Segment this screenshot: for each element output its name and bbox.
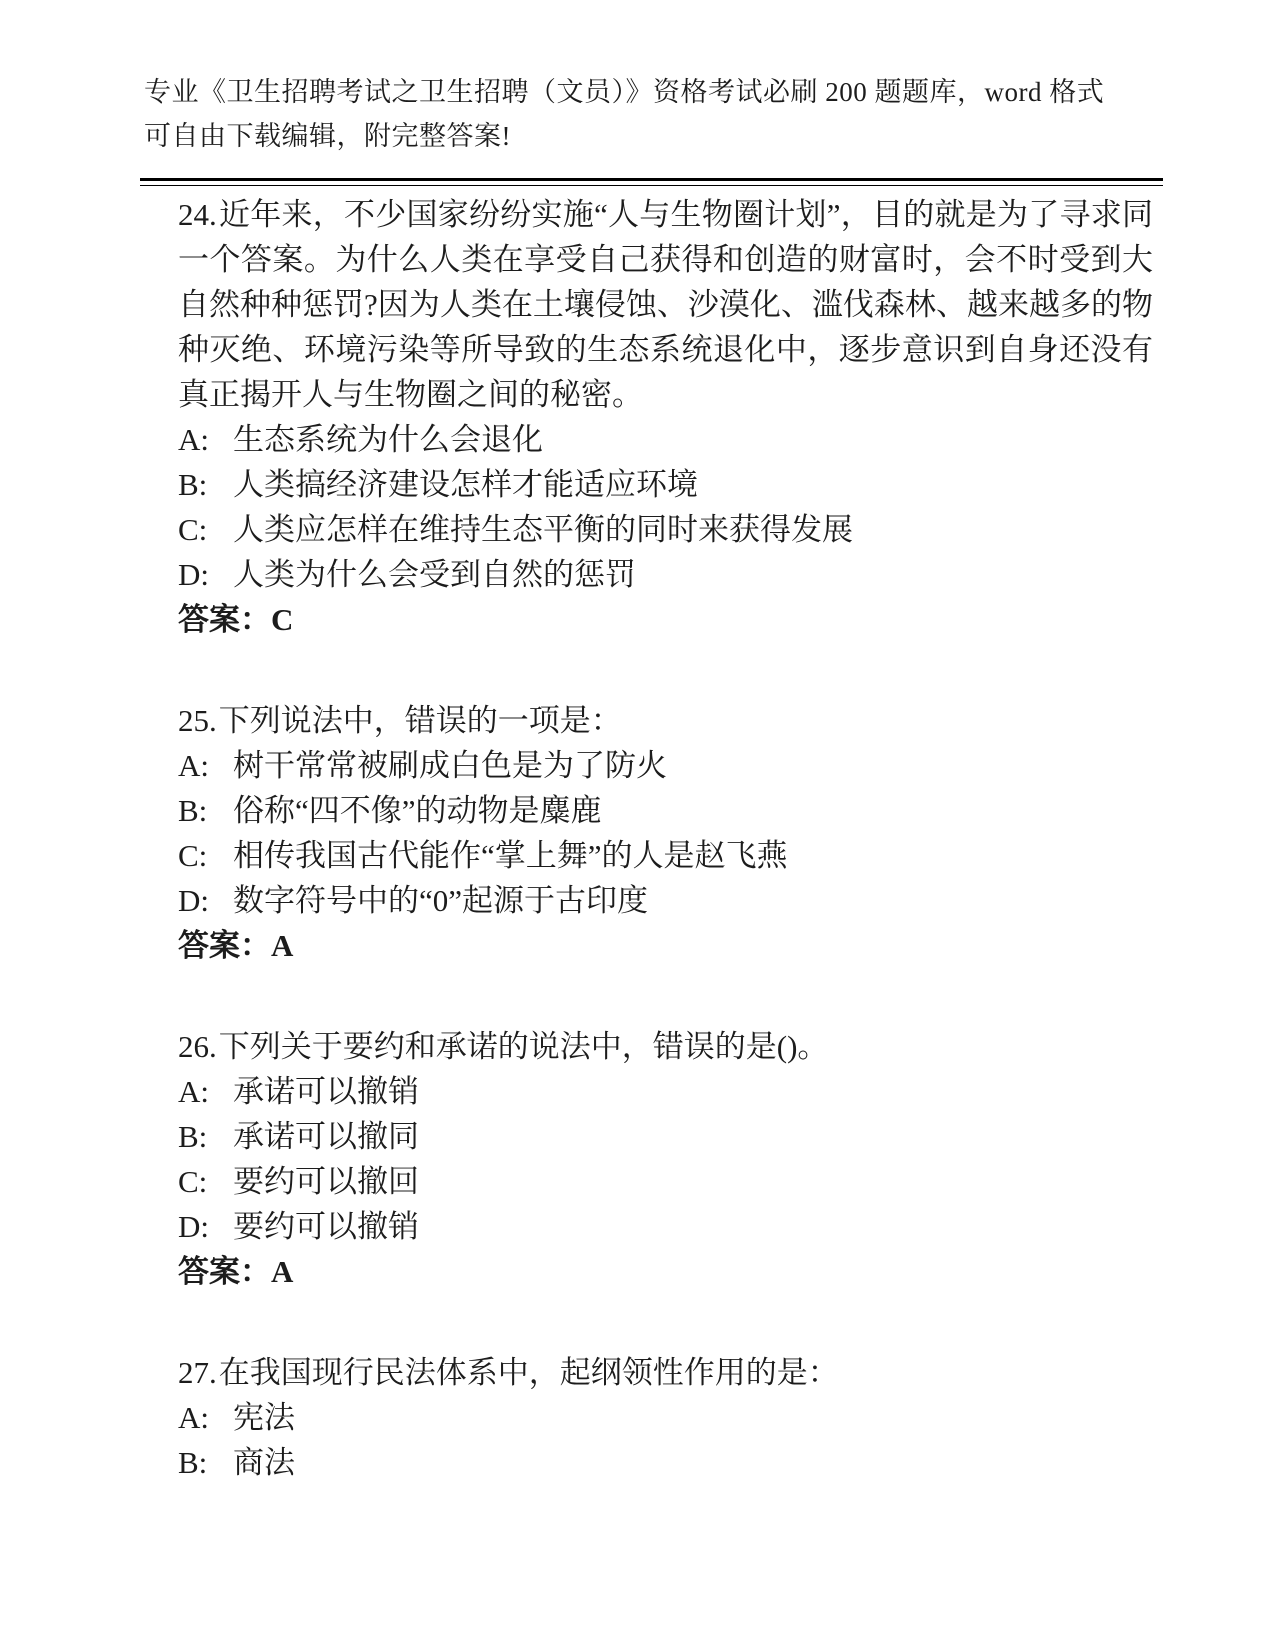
option-label: C: [178,838,208,873]
question-stem [178,1350,1153,1395]
option-row [178,1395,1153,1440]
questions-list [140,186,1163,1485]
question-number: 25. [178,703,217,738]
question-block-26 [178,1024,1153,1294]
document-header [140,70,1163,158]
option-row [178,1069,1153,1114]
question-block-27 [178,1350,1153,1485]
option-row [178,507,1153,552]
question-text: 下列说法中，错误的一项是： [218,703,622,738]
option-row [178,552,1153,597]
option-row [178,833,1153,878]
option-text: 承诺可以撤销 [233,1074,419,1109]
option-text: 相传我国古代能作“掌上舞”的人是赵飞燕 [233,838,788,873]
answer-line [178,1249,1153,1294]
question-stem [178,1024,1153,1069]
option-text: 宪法 [233,1400,295,1435]
option-row [178,417,1153,462]
header-line-1: 专业《卫生招聘考试之卫生招聘（文员）》资格考试必刷 200 题题库，word 格式 [144,77,1105,107]
option-label: A: [178,422,209,457]
answer-value: A [271,1254,294,1289]
option-row [178,1114,1153,1159]
option-text: 要约可以撤销 [233,1209,419,1244]
option-label: D: [178,1209,209,1244]
option-label: D: [178,883,209,918]
option-label: A: [178,748,209,783]
question-block-25 [178,698,1153,968]
page-inner [140,0,1163,1485]
option-text: 人类搞经济建设怎样才能适应环境 [233,467,698,502]
option-row [178,878,1153,923]
option-text: 商法 [233,1445,295,1480]
option-label: C: [178,512,208,547]
option-text: 俗称“四不像”的动物是麋鹿 [233,793,602,828]
option-text: 人类为什么会受到自然的惩罚 [233,557,636,592]
option-text: 承诺可以撤同 [233,1119,419,1154]
option-text: 树干常常被刷成白色是为了防火 [233,748,667,783]
option-label: B: [178,793,208,828]
option-text: 人类应怎样在维持生态平衡的同时来获得发展 [233,512,853,547]
question-block-24 [178,192,1153,642]
question-text: 在我国现行民法体系中，起纲领性作用的是： [218,1355,839,1390]
option-row [178,462,1153,507]
option-text: 生态系统为什么会退化 [233,422,543,457]
question-stem [178,698,1153,743]
question-text: 近年来，不少国家纷纷实施“人与生物圈计划”，目的就是为了寻求同一个答案。为什么人类在享受自己获得和创造的财富时，会不时受到大自然种种惩罚?因为人类在土壤侵蚀、沙漠化、滥伐森林、越来越多的物种灭绝、环境污染等所导致的生态系统退化中，逐步意识到自身还没有真正揭开人与生物圈之间的秘密。 [178,197,1153,412]
answer-label: 答案： [178,1254,271,1289]
option-label: B: [178,1119,208,1154]
question-number: 27. [178,1355,217,1390]
answer-line [178,923,1153,968]
answer-value: C [271,602,294,637]
option-row [178,1204,1153,1249]
question-number: 26. [178,1029,217,1064]
option-label: C: [178,1164,208,1199]
question-number: 24. [178,197,217,232]
question-text: 下列关于要约和承诺的说法中，错误的是()。 [218,1029,829,1064]
option-text: 要约可以撤回 [233,1164,419,1199]
header-divider [140,178,1163,186]
option-label: B: [178,467,208,502]
option-label: B: [178,1445,208,1480]
option-label: D: [178,557,209,592]
option-row [178,743,1153,788]
answer-label: 答案： [178,928,271,963]
answer-line [178,597,1153,642]
option-row [178,788,1153,833]
option-text: 数字符号中的“0”起源于古印度 [233,883,649,918]
option-row [178,1440,1153,1485]
answer-label: 答案： [178,602,271,637]
question-stem [178,192,1153,417]
option-label: A: [178,1400,209,1435]
answer-value: A [271,928,294,963]
header-line-2: 可自由下载编辑，附完整答案! [144,121,511,151]
option-label: A: [178,1074,209,1109]
option-row [178,1159,1153,1204]
